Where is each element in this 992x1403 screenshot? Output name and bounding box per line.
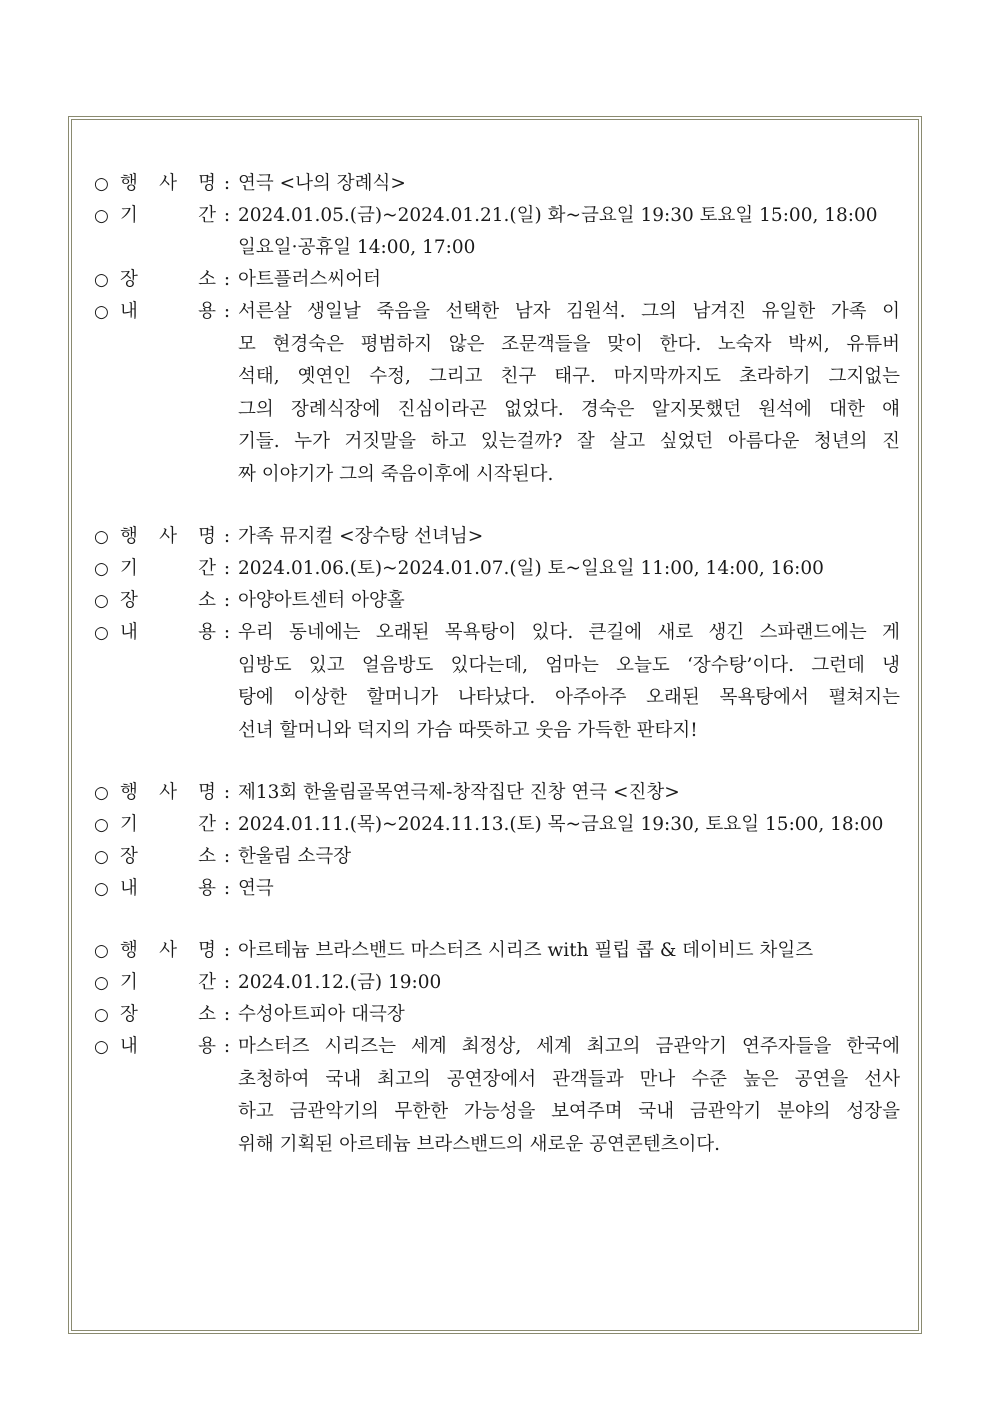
separator: :	[223, 558, 231, 579]
field-value-place	[238, 264, 900, 296]
field-label-char: 용	[198, 301, 216, 322]
value-line: 석태, 옛연인 수정, 그리고 친구 태구. 마지막까지도 초라하기 그지없는	[238, 366, 900, 387]
bullet-icon: ○	[94, 847, 109, 867]
field-label	[120, 553, 216, 585]
field-row-place	[94, 585, 900, 617]
bullet-icon: ○	[94, 206, 109, 226]
event-block	[94, 777, 900, 905]
field-label-char: 행	[120, 173, 138, 194]
separator: :	[223, 940, 231, 961]
bullet-icon: ○	[94, 527, 109, 547]
bullet-icon: ○	[94, 815, 109, 835]
value-line: 한울림 소극장	[238, 846, 352, 867]
field-label	[120, 1031, 216, 1161]
value-line: 가족 뮤지컬 <장수탕 선녀님>	[238, 526, 484, 547]
field-label-char: 명	[198, 782, 216, 803]
bullet-icon: ○	[94, 591, 109, 611]
separator: :	[223, 972, 231, 993]
field-label	[120, 999, 216, 1031]
field-label-char: 기	[120, 814, 138, 835]
field-label-char: 간	[198, 972, 216, 993]
bullet-icon: ○	[94, 1037, 109, 1057]
field-label-char: 내	[120, 622, 138, 643]
field-label	[120, 617, 216, 747]
value-line: 2024.01.05.(금)~2024.01.21.(일) 화~금요일 19:30 토요일 15:00, 18:00	[238, 205, 878, 226]
field-row-place	[94, 264, 900, 296]
separator: :	[223, 622, 231, 643]
value-line: 기들. 누가 거짓말을 하고 있는걸까? 잘 살고 싶었던 아름다운 청년의 진	[238, 431, 900, 452]
value-line: 탕에 이상한 할머니가 나타났다. 아주아주 오래된 목욕탕에서 펼쳐지는	[238, 687, 900, 708]
field-row-period	[94, 553, 900, 585]
field-row-place	[94, 999, 900, 1031]
separator: :	[223, 846, 231, 867]
field-row-period	[94, 809, 900, 841]
field-value-content	[238, 296, 900, 491]
field-label-char: 소	[198, 846, 216, 867]
separator: :	[223, 782, 231, 803]
field-label-char: 명	[198, 526, 216, 547]
separator: :	[223, 590, 231, 611]
field-row-name	[94, 521, 900, 553]
field-label-char: 간	[198, 558, 216, 579]
field-row-content	[94, 1031, 900, 1161]
field-label-char: 사	[159, 173, 177, 194]
field-row-name	[94, 935, 900, 967]
field-label	[120, 296, 216, 491]
value-line: 아르테늄 브라스밴드 마스터즈 시리즈 with 필립 콥 & 데이비드 차일즈	[238, 940, 814, 961]
field-row-period	[94, 967, 900, 999]
value-line: 연극 <나의 장례식>	[238, 173, 406, 194]
field-label	[120, 967, 216, 999]
bullet-icon: ○	[94, 302, 109, 322]
separator: :	[223, 814, 231, 835]
value-line: 선녀 할머니와 덕지의 가슴 따뜻하고 웃음 가득한 판타지!	[238, 719, 698, 741]
field-row-content	[94, 617, 900, 747]
field-label	[120, 841, 216, 873]
field-label-char: 소	[198, 1004, 216, 1025]
value-line: 임방도 있고 얼음방도 있다는데, 엄마는 오늘도 ‘장수탕’이다. 그런데 냉	[238, 654, 900, 676]
field-value-name	[238, 777, 900, 809]
field-value-place	[238, 841, 900, 873]
field-value-content	[238, 617, 900, 747]
field-row-period	[94, 200, 900, 264]
value-line: 2024.01.06.(토)~2024.01.07.(일) 토~일요일 11:00, 14:00, 16:00	[238, 558, 824, 579]
field-label	[120, 777, 216, 809]
field-row-name	[94, 777, 900, 809]
field-label-char: 용	[198, 1036, 216, 1057]
separator: :	[223, 205, 231, 226]
field-label-char: 장	[120, 846, 138, 867]
field-label-char: 장	[120, 590, 138, 611]
event-block	[94, 168, 900, 491]
value-line: 그의 장례식장에 진심이라곤 없었다. 경숙은 알지못했던 원석에 대한 얘	[238, 398, 900, 420]
value-line: 짜 이야기가 그의 죽음이후에 시작된다.	[238, 463, 554, 485]
bullet-icon: ○	[94, 270, 109, 290]
field-label-char: 사	[159, 782, 177, 803]
bullet-icon: ○	[94, 559, 109, 579]
field-value-period	[238, 200, 900, 264]
field-label-char: 기	[120, 972, 138, 993]
value-line: 마스터즈 시리즈는 세계 최정상, 세계 최고의 금관악기 연주자들을 한국에	[238, 1036, 900, 1057]
field-value-name	[238, 521, 900, 553]
bullet-icon: ○	[94, 879, 109, 899]
event-block	[94, 521, 900, 747]
field-label-char: 기	[120, 558, 138, 579]
field-label	[120, 873, 216, 905]
value-line: 우리 동네에는 오래된 목욕탕이 있다. 큰길에 새로 생긴 스파랜드에는 게	[238, 622, 900, 643]
field-label	[120, 200, 216, 264]
field-label-char: 간	[198, 814, 216, 835]
value-line: 제13회 한울림골목연극제-창작집단 진창 연극 <진창>	[238, 782, 680, 803]
field-label-char: 용	[198, 622, 216, 643]
field-label	[120, 585, 216, 617]
field-value-content	[238, 1031, 900, 1161]
value-line: 2024.01.12.(금) 19:00	[238, 972, 442, 993]
field-label-char: 장	[120, 269, 138, 290]
field-label-char: 사	[159, 526, 177, 547]
field-value-period	[238, 967, 900, 999]
field-label-char: 내	[120, 878, 138, 899]
value-line: 아트플러스씨어터	[238, 269, 381, 290]
field-row-name	[94, 168, 900, 200]
field-value-period	[238, 809, 900, 841]
field-label	[120, 521, 216, 553]
bullet-icon: ○	[94, 783, 109, 803]
event-list	[94, 168, 900, 1191]
field-value-place	[238, 999, 900, 1031]
value-line: 서른살 생일날 죽음을 선택한 남자 김원석. 그의 남겨진 유일한 가족 이	[238, 301, 900, 322]
value-line: 아양아트센터 아양홀	[238, 590, 405, 611]
separator: :	[223, 1036, 231, 1057]
separator: :	[223, 878, 231, 899]
field-label-char: 사	[159, 940, 177, 961]
field-row-place	[94, 841, 900, 873]
separator: :	[223, 301, 231, 322]
field-label-char: 간	[198, 205, 216, 226]
value-line: 하고 금관악기의 무한한 가능성을 보여주며 국내 금관악기 분야의 성장을	[238, 1101, 900, 1122]
field-label-char: 명	[198, 173, 216, 194]
field-label-char: 행	[120, 782, 138, 803]
separator: :	[223, 173, 231, 194]
field-label-char: 소	[198, 269, 216, 290]
field-label	[120, 168, 216, 200]
field-label	[120, 809, 216, 841]
separator: :	[223, 1004, 231, 1025]
separator: :	[223, 269, 231, 290]
bullet-icon: ○	[94, 973, 109, 993]
field-label-char: 행	[120, 526, 138, 547]
field-value-content	[238, 873, 900, 905]
bullet-icon: ○	[94, 623, 109, 643]
event-block	[94, 935, 900, 1161]
field-value-name	[238, 168, 900, 200]
value-line: 초청하여 국내 최고의 공연장에서 관객들과 만나 수준 높은 공연을 선사	[238, 1068, 900, 1090]
bullet-icon: ○	[94, 1005, 109, 1025]
field-label-char: 기	[120, 205, 138, 226]
value-line: 위해 기획된 아르테늄 브라스밴드의 새로운 공연콘텐츠이다.	[238, 1133, 721, 1155]
field-label-char: 내	[120, 301, 138, 322]
value-line: 2024.01.11.(목)~2024.11.13.(토) 목~금요일 19:30, 토요일 15:00, 18:00	[238, 814, 884, 835]
value-line: 수성아트피아 대극장	[238, 1004, 405, 1025]
field-label	[120, 935, 216, 967]
field-row-content	[94, 873, 900, 905]
field-label-char: 내	[120, 1036, 138, 1057]
field-label-char: 행	[120, 940, 138, 961]
field-row-content	[94, 296, 900, 491]
field-value-place	[238, 585, 900, 617]
field-label	[120, 264, 216, 296]
field-label-char: 소	[198, 590, 216, 611]
value-line: 모 현경숙은 평범하지 않은 조문객들을 맞이 한다. 노숙자 박씨, 유튜버	[238, 333, 900, 355]
field-value-period	[238, 553, 900, 585]
bullet-icon: ○	[94, 174, 109, 194]
separator: :	[223, 526, 231, 547]
field-label-char: 명	[198, 940, 216, 961]
field-label-char: 장	[120, 1004, 138, 1025]
value-line: 연극	[238, 878, 274, 899]
field-label-char: 용	[198, 878, 216, 899]
field-value-name	[238, 935, 900, 967]
bullet-icon: ○	[94, 941, 109, 961]
value-line: 일요일·공휴일 14:00, 17:00	[238, 237, 476, 258]
